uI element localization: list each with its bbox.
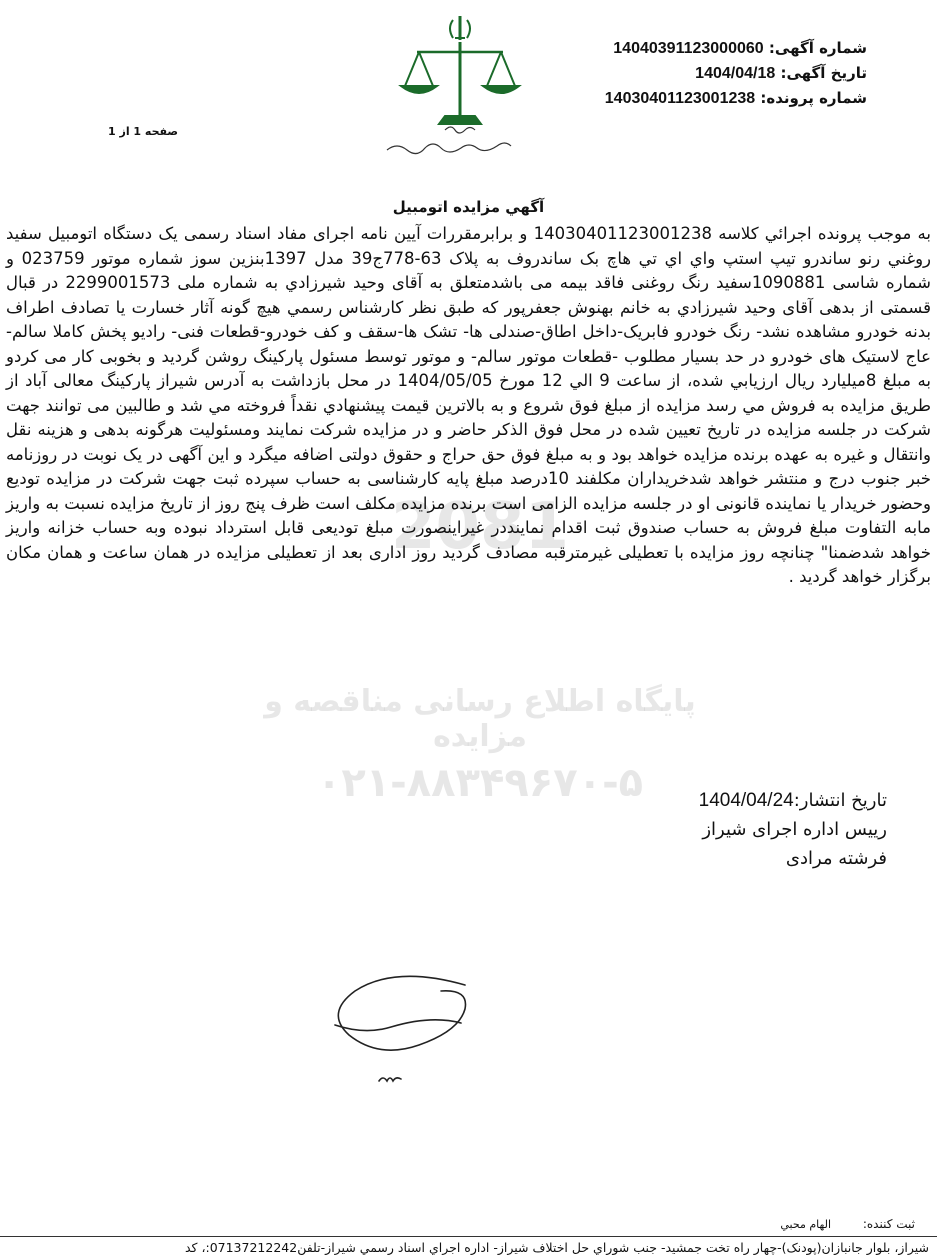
publication-date-label: تاریخ انتشار: <box>793 790 887 811</box>
ad-date-row <box>605 61 867 86</box>
page-indicator: صفحه 1 از 1 <box>108 125 179 138</box>
notice-title: آگهي مزایده اتومبیل <box>392 198 545 216</box>
registrar-label: ثبت كننده: <box>862 1217 915 1231</box>
ad-number-label: شماره آگهی: <box>768 39 867 57</box>
signer-name: فرشته مرادى <box>785 848 887 869</box>
signer-title: رييس اداره اجراى شيراز <box>702 819 887 840</box>
registrar-line <box>780 1217 915 1231</box>
footer-divider <box>0 1236 937 1237</box>
publication-date-row <box>699 786 887 815</box>
watermark-logo: 2081 <box>390 490 570 564</box>
ad-number-row <box>605 36 867 61</box>
case-number: 14030401123001238 <box>604 90 756 107</box>
ad-date-label: تاریخ آگهی: <box>780 64 867 82</box>
watermark-name: پایگاه اطلاع رسانی مناقصه و مزایده <box>264 684 696 754</box>
scales-of-justice-icon <box>375 8 545 158</box>
ad-date: 1404/04/18 <box>695 65 776 82</box>
signature-image <box>315 965 505 1105</box>
publication-date: 1404/04/24 <box>698 790 794 811</box>
registrar-name: الهام محبي <box>780 1218 832 1231</box>
publication-block <box>699 786 887 873</box>
case-number-label: شماره پرونده: <box>760 89 867 107</box>
judiciary-emblem-logo <box>375 8 545 158</box>
watermark-phone: ۰۲۱-۸۸۳۴۹۶۷۰-۵ <box>316 760 644 806</box>
ad-number: 14040391123000060 <box>613 40 764 57</box>
notice-body: به موجب پرونده اجرائي كلاسه 14030401123001238 و برابرمقررات آيين نامه اجراى مفاد اسناد رسمى يک دستگاه اتومبيل سفيد روغني رنو ساندرو تيپ استپ واي اي تي هاچ بک ساندروف به پلاک 63-778ج39 مدل 1397بنزين سوز شماره موتور 023759 و شماره شاسى 1090881سفيد رنگ روغنى فاقد بيمه مى باشدمتعلق به آقاى وحيد شيرزادي به شماره ملى 2299001573 در قبال قسمتى از بدهى آقاى وحيد شيرزادي به خانم بهنوش جعفرپور كه طبق نظر كارشناس رسمي هيچ گونه آثار خسارت يا تصادف اطراف بدنه خودرو مشاهده نشد- رنگ خودرو فابريک-داخل اطاق-صندلى ها- تشک ها-سقف و كف خودرو-قطعات فنى- راديو پخش كاملا سالم- عاج لاستيک هاى خودرو در حد بسيار مطلوب -قطعات موتور سالم- و موتور توسط مسئول پاركينگ روشن گرديد و بخوبى كار مى كردو به مبلغ 8ميليارد ريال ارزيابي شده، از ساعت 9 الي 12 مورخ 1404/05/05 در محل بازداشت به آدرس شيراز پاركينگ معالى آباد از طريق مزايده به فروش مي رسد مزايده از مبلغ فوق شروع و به بالاترين قيمت پيشنهادي نقداً فروخته مي شد و طالبين مى توانند جهت شركت در جلسه مزايده در تاريخ تعيين شده در محل فوق الذكر حاضر و در مزايده شركت نمايند ومسئوليت هرگونه بدهى و هزينه نقل وانتقال و غيره به عهده برنده مزايده خواهد بود و به مبلغ فوق حق حراج و حقوق دولتى اضافه ميگرد و اين آگهى در يک نوبت در روزنامه خبر جنوب درج و منتشر خواهد شدخريداران مكلفند 10درصد مبلغ پايه كارشناسى به حساب سپرده ثبت جهت شركت در مزايده توديع وحضور خريدار يا نماينده قانونى او در جلسه مزايده الزامى است برنده مزايده مكلف است ظرف پنج روز از تاريخ مزايده نسبت به واريز مابه التفاوت مبلغ فروش به حساب صندوق ثبت اقدام نماينددر غيراينصورت مبلغ توديعى قابل استرداد نبوده وبه حساب خزانه واريز خواهد شدضمنا" چنانچه روز مزايده با تعطيلى غيرمترقبه مصادف گرديد روز ادارى بعد از تعطيلى مزايده در همان ساعت و همان مكان برگزار خواهد گرديد . <box>6 224 932 586</box>
footer-address: شیراز، بلوار جانبازان(پودنک)-چهار راه تخت جمشید- جنب شوراي حل اختلاف شیراز- اداره اجراي اسناد رسمي شیراز-تلفن07137212242:، کد <box>184 1240 929 1255</box>
header-meta <box>605 36 867 111</box>
case-number-row <box>605 86 867 111</box>
